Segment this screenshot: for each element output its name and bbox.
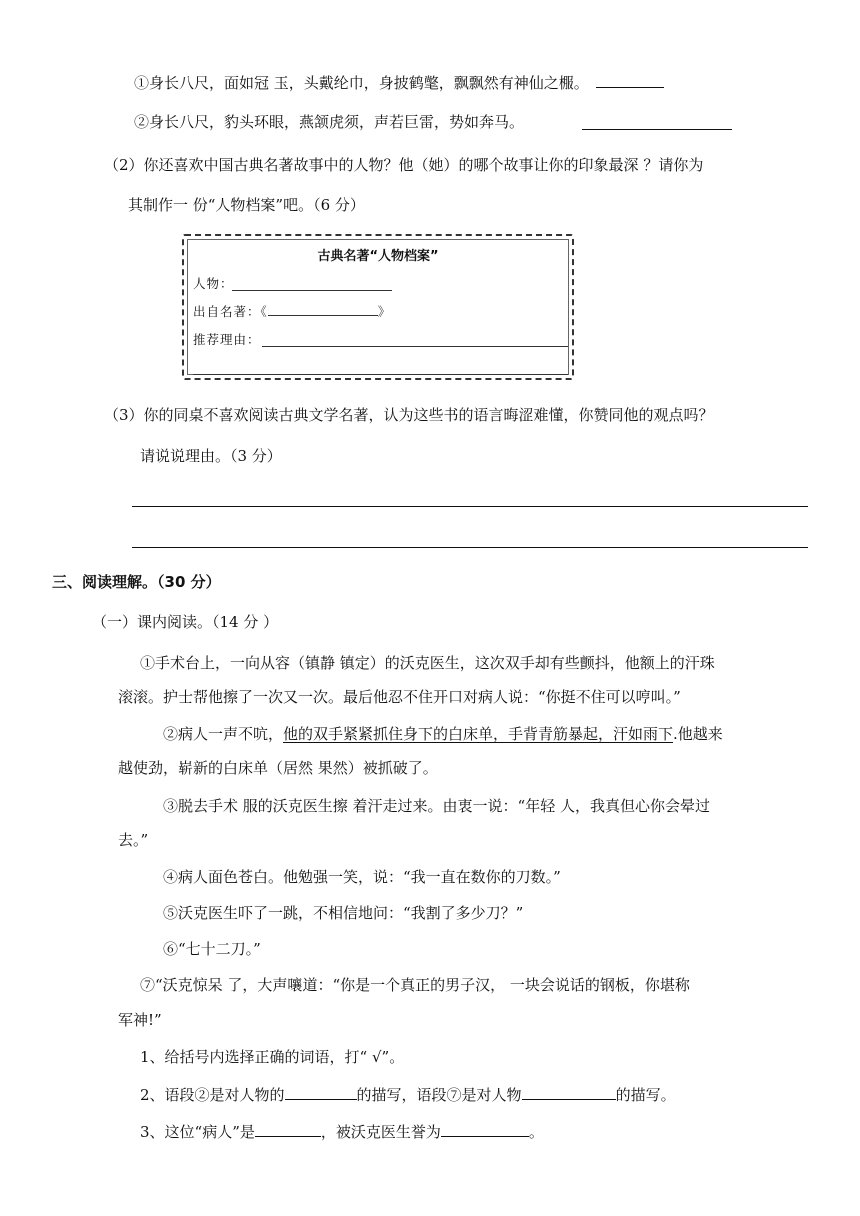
- question-2-line-1: （2）你还喜欢中国古典名著故事中的人物？他（她）的哪个故事让你的印象最深 ？请你为: [104, 156, 704, 174]
- task-2-blank-1[interactable]: [285, 1084, 357, 1100]
- task-2-blank-2[interactable]: [522, 1084, 616, 1100]
- section-3-heading: 三、阅读理解。（30 分）: [52, 573, 221, 591]
- task-3-blank-1[interactable]: [255, 1121, 321, 1137]
- passage-para-7-line-2: 军神!”: [118, 1011, 162, 1029]
- answer-blank-2[interactable]: [582, 114, 732, 130]
- subsection-1-heading: （一）课内阅读。（14 分 ）: [92, 613, 279, 631]
- passage-para-2-line-2: 越使劲，崭新的白床单（居然 果然）被抓破了。: [118, 759, 438, 777]
- passage-para-4: ④病人面色苍白。他勉强一笑，说：“我一直在数你的刀数。”: [163, 868, 561, 886]
- passage-para-2-line-1: ②病人一声不吭，他的双手紧紧抓住身下的白床单，手背青筋暴起，汗如雨下.他越来: [163, 725, 723, 743]
- answer-blank-1[interactable]: [596, 72, 664, 88]
- character-profile-card: [182, 234, 574, 380]
- card-reason-field[interactable]: [262, 332, 568, 347]
- passage-para-5: ⑤沃克医生吓了一跳，不相信地问：“我割了多少刀？”: [163, 904, 524, 922]
- passage-para-1-line-1: ①手术台上，一向从容（镇静 镇定）的沃克医生，这次双手却有些颤抖，他额上的汗珠: [140, 654, 715, 672]
- card-reason-field-2[interactable]: [193, 360, 568, 375]
- task-3: 3、这位“病人”是 ，被沃克医生誉为 。: [140, 1123, 544, 1141]
- task-1: 1、给括号内选择正确的词语，打“ √”。: [140, 1048, 405, 1066]
- underlined-sentence: 他的双手紧紧抓住身下的白床单，手背青筋暴起，汗如雨下: [283, 725, 674, 743]
- passage-para-6: ⑥“七十二刀。”: [163, 940, 261, 958]
- card-person-label: 人物：: [193, 276, 234, 291]
- card-source-label: 出自名著：《 》: [193, 304, 392, 319]
- question-3-line-2: 请说说理由。（3 分）: [140, 447, 282, 465]
- option-line-2: ②身长八尺，豹头环眼，燕颔虎须，声若巨雷，势如奔马。: [134, 113, 525, 131]
- card-title: 古典名著“人物档案”: [317, 249, 439, 264]
- option-line-1: ①身长八尺，面如冠 玉，头戴纶巾，身披鹤氅，飘飘然有神仙之棴。: [134, 72, 664, 93]
- card-person-field[interactable]: [232, 276, 392, 291]
- passage-para-1-line-2: 滚滚。护士帮他擦了一次又一次。最后他忍不住开口对病人说：“你挺不住可以哼叫。”: [118, 688, 681, 706]
- passage-para-3-line-1: ③脱去手术 服的沃克医生擦 着汗走过来。由衷一说：“年轻 人，我真但心你会晕过: [163, 797, 710, 815]
- passage-para-3-line-2: 去。”: [118, 831, 149, 849]
- task-2: 2、语段②是对人物的 的描写，语段⑦是对人物 的描写。: [140, 1086, 676, 1104]
- question-2-line-2: 其制作一 份“人物档案”吧。（6 分）: [128, 196, 365, 214]
- card-reason-label: 推荐理由：: [193, 332, 261, 347]
- task-3-blank-2[interactable]: [441, 1121, 529, 1137]
- answer-line-2[interactable]: [132, 547, 808, 548]
- answer-line-1[interactable]: [132, 506, 808, 507]
- passage-para-7-line-1: ⑦“沃克惊呆 了，大声嚷道：“你是一个真正的男子汉， 一块会说话的钢板，你堪称: [140, 976, 690, 994]
- card-source-field[interactable]: [268, 302, 378, 316]
- question-3-line-1: （3）你的同桌不喜欢阅读古典文学名著，认为这些书的语言晦涩难懂，你赞同他的观点吗？: [104, 406, 714, 424]
